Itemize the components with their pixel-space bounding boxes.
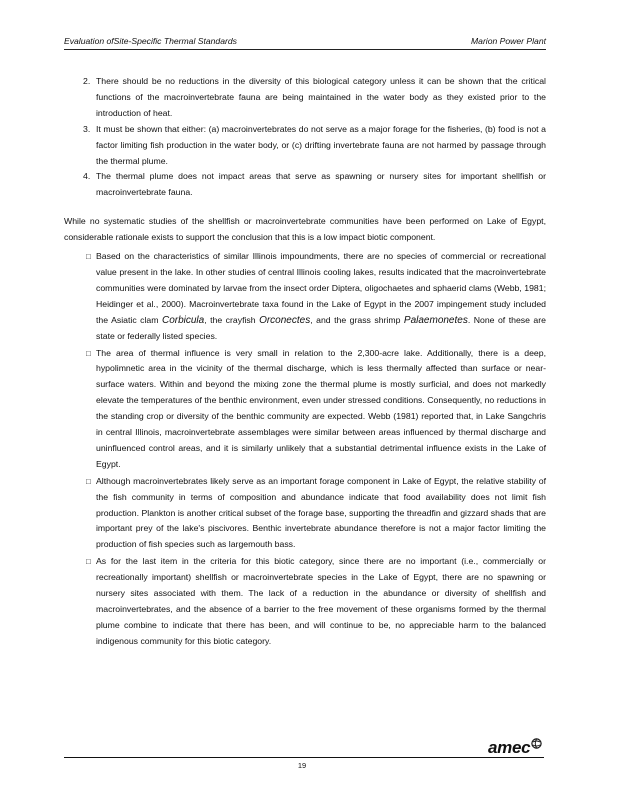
bullet-text: Although macroinvertebrates likely serve as an important forage component in Lake of Egypt, the relative stability of the fish community in terms of composition and abundance indicate that food availability does not limit fish production. Plankton is another critical subset of the forage base, supporting the threadfin and gizzard shads that are important prey of the lake's piscivores. Benthic invertebrate abundance therefore is not a major factor limiting the production of fish species such as largemouth bass.	[96, 475, 546, 550]
criteria-item	[83, 122, 546, 170]
footer-rule	[64, 757, 544, 758]
bullet-text: The area of thermal influence is very small in relation to the 2,300-acre lake. Additionally, there is a deep, hypolimnetic area in the vicinity of the thermal discharge, which is less thermally affected than surface or near-surface waters. Within and beyond the mixing zone the thermal plume is mostly surficial, and does not markedly elevate the temperatures of the benthic environment, even under stressed conditions. Consequently, no reductions in the standing crop or diversity of the benthic community are expected. Webb (1981) reported that, in Lake Sangchris in central Illinois, macroinvertebrate assemblages were similar between areas influenced by thermal discharge and uninfluenced control areas, and it is similarly unlikely that a substantial detrimental influence exists in the Lake of Egypt.	[96, 347, 546, 469]
bullet-box-icon: □	[86, 252, 91, 262]
bullet-box-icon: □	[86, 476, 91, 486]
bullet-list	[64, 249, 546, 650]
header-document-title: Evaluation ofSite-Specific Thermal Standards	[64, 36, 237, 46]
species-name: Corbicula	[161, 314, 205, 326]
bullet-item	[86, 346, 546, 473]
intro-paragraph: While no systematic studies of the shellfish or macroinvertebrate communities have been performed on Lake of Egypt, considerable rationale exists to support the conclusion that this is a low impact biotic component.	[64, 216, 546, 243]
criteria-item	[83, 74, 546, 122]
bullet-item	[86, 474, 546, 554]
bullet-text: , the crayfish	[204, 314, 260, 325]
bullet-text: As for the last item in the criteria for this biotic category, since there are no important (i.e., commercially or recreationally important) shellfish or macroinvertebrate species in the Lake of Egypt, there are no spawning or nursery sites associated with them. The lack of a reduction in the abundance or diversity of shellfish and macroinvertebrates, and the absence of a barrier to the free movement of these organisms formed by the thermal plume combine to indicate that there has been, and will continue to be, no appreciable harm to the balanced indigenous community for this biotic category.	[96, 556, 546, 646]
bullet-box-icon: □	[86, 557, 91, 567]
criteria-text: The thermal plume does not impact areas that serve as spawning or nursery sites for important shellfish or macroinvertebrate fauna.	[96, 171, 546, 198]
species-name: Palaemonetes	[403, 314, 468, 326]
criteria-text: It must be shown that either: (a) macroinvertebrates do not serve as a major forage for the fisheries, (b) food is not a factor limiting fish production in the water body, or (c) drifting invertebrate fauna are not harmed by passage through the thermal plume.	[96, 123, 546, 166]
bullet-text: Based on the characteristics of similar Illinois impoundments, there are no species of commercial or recreational value present in the lake. In other studies of central Illinois cooling lakes, results indicated that the macroinvertebrate communities were dominated by larvae from the insect order Diptera, oligochaetes and sphaerid clams (Webb, 1981; Heidinger et al., 2000). Macroinvertebrate taxa found in the Lake of Egypt in the 2007 impingement study included the Asiatic clam	[96, 251, 546, 325]
criteria-number: 4.	[83, 171, 91, 182]
bullet-text: . None of these are state or federally listed species.	[96, 314, 546, 341]
criteria-number: 3.	[83, 123, 91, 134]
bullet-text: , and the grass shrimp	[310, 314, 404, 325]
criteria-number: 2.	[83, 76, 91, 86]
page-number: 19	[297, 761, 307, 770]
logo-wordmark: amec	[488, 738, 531, 757]
bullet-item	[86, 249, 546, 344]
criteria-item	[83, 169, 546, 201]
criteria-list	[64, 74, 546, 201]
header-project-name: Marion Power Plant	[471, 36, 546, 46]
page-header	[64, 36, 546, 50]
criteria-text: There should be no reductions in the diversity of this biological category unless it can be shown that the critical functions of the macroinvertebrate fauna are being maintained in the water body as they existed prior to the introduction of heat.	[96, 76, 546, 118]
company-logo	[488, 738, 542, 756]
page-content	[64, 74, 546, 651]
bullet-box-icon: □	[86, 348, 91, 358]
bullet-item	[86, 554, 546, 649]
logo-globe-icon	[531, 738, 542, 749]
species-name: Orconectes	[259, 314, 311, 326]
